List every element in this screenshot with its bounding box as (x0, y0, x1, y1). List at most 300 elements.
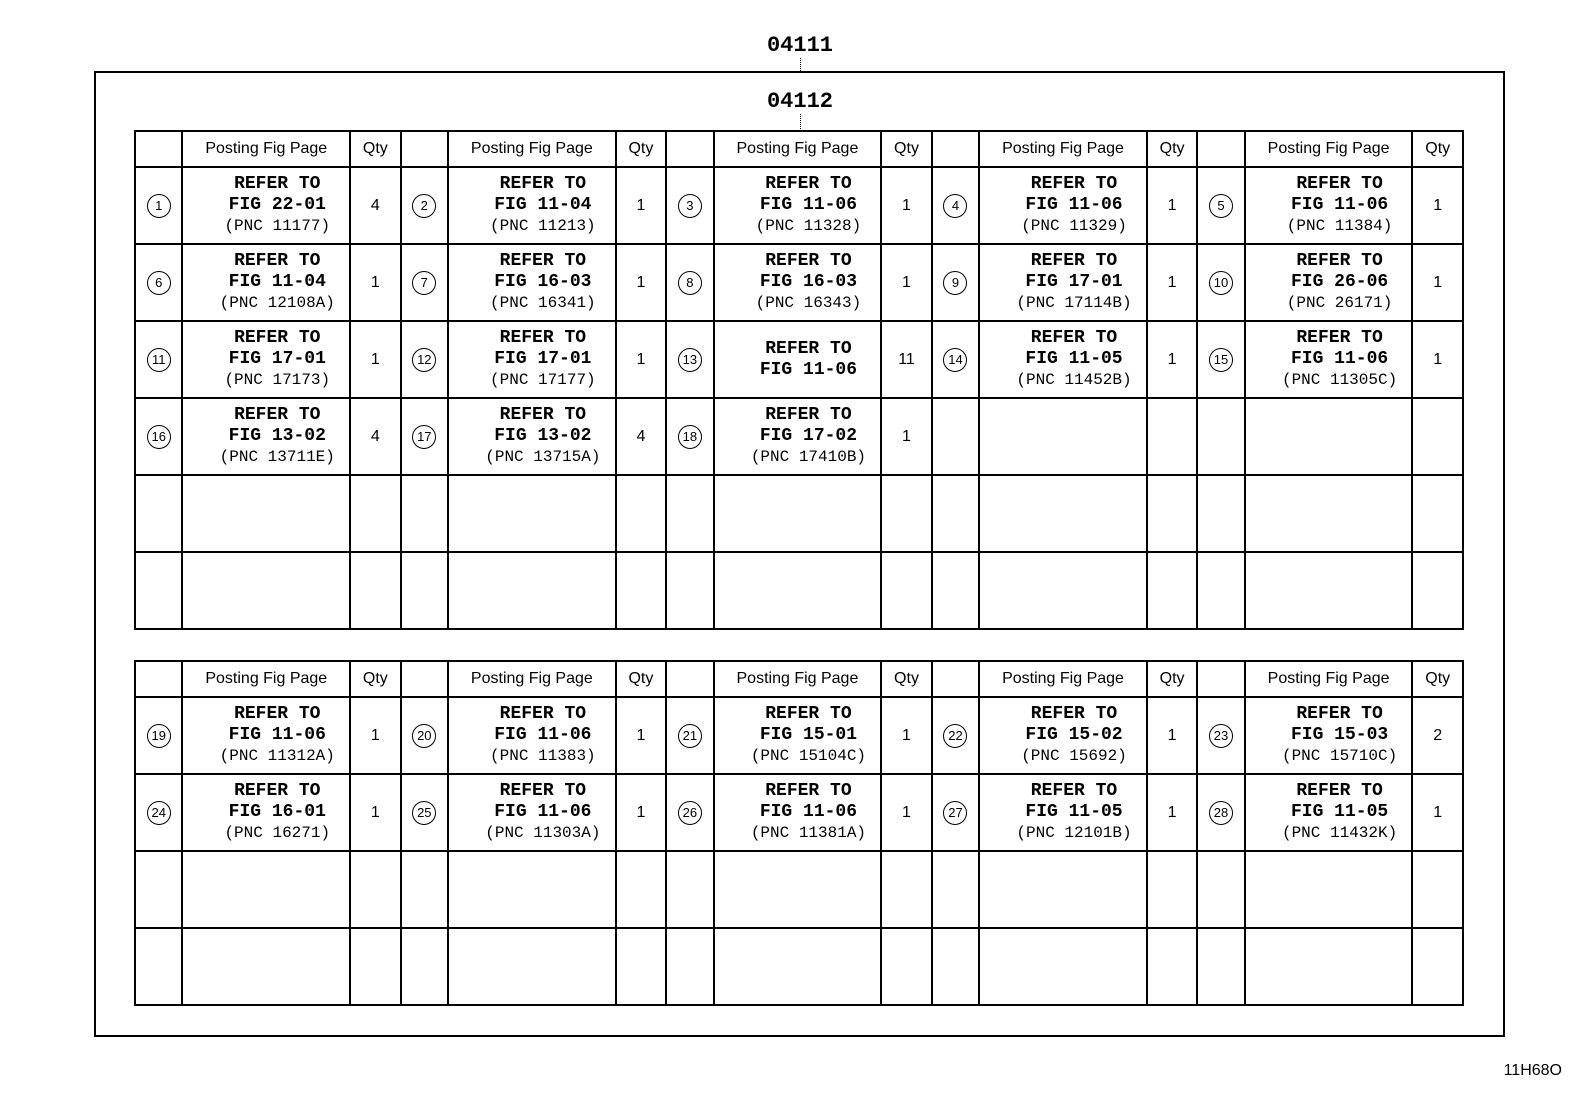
header-qty: Qty (1147, 661, 1197, 697)
fig-number: FIG 11-06 (759, 195, 858, 215)
reference-cell (1245, 928, 1413, 1005)
reference-cell (979, 244, 1147, 321)
qty-cell (881, 851, 931, 928)
qty-cell (350, 928, 400, 1005)
header-index-cell (932, 661, 979, 697)
qty-cell (616, 475, 666, 552)
qty-cell: 1 (881, 167, 931, 244)
circled-number: 9 (943, 271, 967, 295)
index-cell (401, 774, 448, 851)
header-index-cell (401, 131, 448, 167)
index-cell (1197, 398, 1244, 475)
pnc-number: (PNC 13715A) (485, 448, 601, 466)
qty-cell: 1 (616, 697, 666, 774)
qty-cell (881, 552, 931, 629)
pnc-number: (PNC 11384) (1286, 217, 1393, 235)
header-posting-fig-page: Posting Fig Page (979, 661, 1147, 697)
qty-cell: 1 (1412, 167, 1463, 244)
qty-cell (616, 851, 666, 928)
reference-cell (182, 167, 350, 244)
qty-cell: 1 (881, 244, 931, 321)
fig-number: FIG 13-02 (494, 426, 592, 446)
qty-cell: 4 (616, 398, 666, 475)
refer-to-text: REFER TO (1296, 174, 1383, 194)
reference-cell (448, 928, 616, 1005)
index-cell (401, 928, 448, 1005)
pnc-number: (PNC 15104C) (750, 747, 867, 765)
index-cell (1197, 928, 1244, 1005)
qty-cell: 1 (1412, 244, 1463, 321)
circled-number: 18 (678, 425, 702, 449)
index-cell (135, 552, 182, 629)
circled-number: 12 (412, 348, 436, 372)
fig-number: FIG 22-01 (228, 195, 326, 215)
fig-number: FIG 16-03 (759, 272, 858, 292)
table-row (135, 851, 1463, 928)
qty-cell: 1 (881, 774, 931, 851)
qty-cell (881, 475, 931, 552)
reference-cell (714, 321, 882, 398)
qty-cell (1412, 475, 1463, 552)
circled-number: 21 (678, 724, 702, 748)
index-cell (666, 851, 713, 928)
leader-line-outer (800, 58, 801, 71)
index-cell (401, 244, 448, 321)
refer-to-text: REFER TO (234, 251, 321, 271)
reference-cell (979, 774, 1147, 851)
fig-number: FIG 11-06 (1290, 349, 1389, 369)
index-cell (932, 321, 979, 398)
index-cell (135, 851, 182, 928)
header-posting-fig-page: Posting Fig Page (182, 661, 350, 697)
index-cell (932, 697, 979, 774)
circled-number: 11 (147, 348, 171, 372)
qty-cell: 1 (350, 774, 400, 851)
fig-number: FIG 15-03 (1290, 725, 1389, 745)
pnc-number: (PNC 16341) (490, 294, 596, 312)
pnc-number: (PNC 11328) (755, 217, 862, 235)
circled-number: 14 (943, 348, 967, 372)
refer-to-text: REFER TO (234, 781, 321, 801)
reference-cell (448, 552, 616, 629)
reference-cell (448, 697, 616, 774)
pnc-number: (PNC 12101B) (1016, 824, 1132, 842)
reference-cell (714, 475, 882, 552)
reference-table-upper (134, 130, 1464, 630)
qty-cell: 2 (1412, 697, 1463, 774)
refer-to-text: REFER TO (765, 174, 852, 194)
header-row (135, 661, 1463, 697)
circled-number: 5 (1209, 194, 1233, 218)
qty-cell (1412, 928, 1463, 1005)
refer-to-text: REFER TO (499, 405, 587, 425)
reference-cell (1245, 552, 1413, 629)
header-index-cell (932, 131, 979, 167)
fig-number: FIG 11-06 (494, 725, 592, 745)
index-cell (135, 321, 182, 398)
fig-number: FIG 17-02 (759, 426, 858, 446)
fig-number: FIG 11-05 (1025, 802, 1123, 822)
refer-to-text: REFER TO (765, 338, 852, 359)
index-cell (666, 244, 713, 321)
qty-cell: 1 (616, 321, 666, 398)
circled-number: 17 (412, 425, 436, 449)
qty-cell: 1 (616, 167, 666, 244)
header-qty: Qty (350, 661, 400, 697)
reference-cell (714, 928, 882, 1005)
circled-number: 8 (678, 271, 702, 295)
circled-number: 24 (147, 801, 171, 825)
reference-cell (714, 552, 882, 629)
drawing-code: 11H68O (1503, 1062, 1562, 1079)
pnc-number: (PNC 12108A) (219, 294, 335, 312)
fig-number: FIG 13-02 (228, 426, 326, 446)
header-posting-fig-page: Posting Fig Page (448, 661, 616, 697)
qty-cell: 1 (1147, 774, 1197, 851)
refer-to-text: REFER TO (499, 781, 587, 801)
header-posting-fig-page: Posting Fig Page (1245, 661, 1413, 697)
part-number-04111: 04111 (766, 33, 833, 58)
index-cell (401, 167, 448, 244)
pnc-number: (PNC 11383) (490, 747, 596, 765)
refer-to-text: REFER TO (1030, 781, 1118, 801)
fig-number: FIG 11-04 (228, 272, 326, 292)
qty-cell (881, 928, 931, 1005)
index-cell (666, 167, 713, 244)
circled-number: 1 (147, 194, 171, 218)
part-number-04112: 04112 (766, 89, 833, 114)
header-qty: Qty (1412, 131, 1463, 167)
index-cell (932, 475, 979, 552)
index-cell (932, 167, 979, 244)
index-cell (135, 244, 182, 321)
qty-cell (1412, 851, 1463, 928)
qty-cell (1147, 475, 1197, 552)
refer-to-text: REFER TO (765, 704, 852, 724)
circled-number: 6 (147, 271, 171, 295)
qty-cell (1147, 928, 1197, 1005)
refer-to-text: REFER TO (1296, 781, 1383, 801)
pnc-number: (PNC 16271) (224, 824, 331, 842)
refer-to-text: REFER TO (499, 704, 587, 724)
reference-cell (182, 774, 350, 851)
table-row (135, 244, 1463, 321)
qty-cell (1412, 552, 1463, 629)
header-qty: Qty (881, 131, 931, 167)
refer-to-text: REFER TO (1296, 328, 1383, 348)
qty-cell: 11 (881, 321, 931, 398)
circled-number: 16 (147, 425, 171, 449)
pnc-number: (PNC 11303A) (485, 824, 601, 842)
fig-number: FIG 17-01 (494, 349, 592, 369)
index-cell (932, 244, 979, 321)
table-row (135, 697, 1463, 774)
qty-cell: 1 (1147, 244, 1197, 321)
reference-cell (448, 774, 616, 851)
index-cell (135, 167, 182, 244)
refer-to-text: REFER TO (765, 251, 852, 271)
reference-cell (1245, 321, 1413, 398)
header-index-cell (401, 661, 448, 697)
refer-to-text: REFER TO (1030, 251, 1118, 271)
fig-number: FIG 15-02 (1025, 725, 1123, 745)
pnc-number: (PNC 17114B) (1016, 294, 1132, 312)
fig-number: FIG 11-06 (228, 725, 326, 745)
qty-cell: 1 (1147, 321, 1197, 398)
qty-cell (616, 928, 666, 1005)
refer-to-text: REFER TO (1030, 328, 1118, 348)
table-row (135, 321, 1463, 398)
header-qty: Qty (616, 661, 666, 697)
reference-cell (448, 851, 616, 928)
pnc-number: (PNC 16343) (755, 294, 862, 312)
reference-cell (979, 167, 1147, 244)
circled-number: 23 (1209, 724, 1233, 748)
reference-cell (448, 398, 616, 475)
circled-number: 7 (412, 271, 436, 295)
refer-to-text: REFER TO (234, 405, 321, 425)
fig-number: FIG 11-06 (759, 359, 858, 380)
header-posting-fig-page: Posting Fig Page (182, 131, 350, 167)
circled-number: 26 (678, 801, 702, 825)
reference-cell (1245, 398, 1413, 475)
fig-number: FIG 15-01 (759, 725, 858, 745)
header-posting-fig-page: Posting Fig Page (979, 131, 1147, 167)
qty-cell (1412, 398, 1463, 475)
leader-line-inner (800, 114, 801, 129)
index-cell (135, 398, 182, 475)
reference-cell (979, 552, 1147, 629)
index-cell (932, 552, 979, 629)
reference-cell (1245, 851, 1413, 928)
index-cell (401, 321, 448, 398)
qty-cell: 1 (1412, 774, 1463, 851)
header-posting-fig-page: Posting Fig Page (714, 131, 882, 167)
index-cell (932, 851, 979, 928)
fig-number: FIG 26-06 (1290, 272, 1389, 292)
reference-cell (1245, 475, 1413, 552)
reference-cell (979, 851, 1147, 928)
refer-to-text: REFER TO (499, 328, 587, 348)
table-row (135, 475, 1463, 552)
fig-number: FIG 11-04 (494, 195, 592, 215)
index-cell (666, 475, 713, 552)
fig-number: FIG 11-06 (1290, 195, 1389, 215)
pnc-number: (PNC 11432K) (1281, 824, 1398, 842)
pnc-number: (PNC 11329) (1021, 217, 1127, 235)
index-cell (1197, 321, 1244, 398)
fig-number: FIG 17-01 (228, 349, 326, 369)
refer-to-text: REFER TO (1296, 704, 1383, 724)
table-row (135, 167, 1463, 244)
pnc-number: (PNC 15692) (1021, 747, 1127, 765)
qty-cell (1147, 552, 1197, 629)
refer-to-text: REFER TO (234, 328, 321, 348)
index-cell (135, 928, 182, 1005)
fig-number: FIG 11-05 (1290, 802, 1389, 822)
index-cell (1197, 697, 1244, 774)
qty-cell: 1 (350, 321, 400, 398)
fig-number: FIG 11-06 (494, 802, 592, 822)
index-cell (666, 552, 713, 629)
reference-cell (714, 398, 882, 475)
reference-cell (182, 851, 350, 928)
index-cell (1197, 475, 1244, 552)
qty-cell: 4 (350, 167, 400, 244)
index-cell (401, 475, 448, 552)
pnc-number: (PNC 17177) (490, 371, 596, 389)
reference-cell (714, 851, 882, 928)
index-cell (666, 697, 713, 774)
reference-cell (182, 552, 350, 629)
table-row (135, 552, 1463, 629)
circled-number: 10 (1209, 271, 1233, 295)
refer-to-text: REFER TO (1030, 704, 1118, 724)
header-index-cell (1197, 661, 1244, 697)
pnc-number: (PNC 11305C) (1281, 371, 1398, 389)
header-posting-fig-page: Posting Fig Page (1245, 131, 1413, 167)
qty-cell: 1 (616, 244, 666, 321)
refer-to-text: REFER TO (1296, 251, 1383, 271)
header-index-cell (1197, 131, 1244, 167)
qty-cell (350, 475, 400, 552)
index-cell (135, 475, 182, 552)
index-cell (1197, 774, 1244, 851)
index-cell (135, 774, 182, 851)
refer-to-text: REFER TO (765, 405, 852, 425)
pnc-number: (PNC 17410B) (750, 448, 867, 466)
circled-number: 15 (1209, 348, 1233, 372)
reference-cell (1245, 244, 1413, 321)
index-cell (1197, 552, 1244, 629)
index-cell (135, 697, 182, 774)
pnc-number: (PNC 11312A) (219, 747, 335, 765)
reference-table-lower (134, 660, 1464, 1006)
circled-number: 2 (412, 194, 436, 218)
reference-cell (182, 697, 350, 774)
header-index-cell (666, 661, 713, 697)
table-row (135, 774, 1463, 851)
reference-cell (979, 928, 1147, 1005)
header-qty: Qty (616, 131, 666, 167)
qty-cell (1147, 851, 1197, 928)
pnc-number: (PNC 11213) (490, 217, 596, 235)
qty-cell (350, 851, 400, 928)
reference-cell (979, 475, 1147, 552)
circled-number: 25 (412, 801, 436, 825)
header-posting-fig-page: Posting Fig Page (714, 661, 882, 697)
circled-number: 27 (943, 801, 967, 825)
reference-cell (979, 697, 1147, 774)
refer-to-text: REFER TO (499, 174, 587, 194)
qty-cell: 1 (1412, 321, 1463, 398)
refer-to-text: REFER TO (234, 704, 321, 724)
fig-number: FIG 11-06 (1025, 195, 1123, 215)
circled-number: 20 (412, 724, 436, 748)
qty-cell: 4 (350, 398, 400, 475)
refer-to-text: REFER TO (765, 781, 852, 801)
reference-cell (182, 475, 350, 552)
header-index-cell (135, 131, 182, 167)
pnc-number: (PNC 11452B) (1016, 371, 1132, 389)
fig-number: FIG 11-06 (759, 802, 858, 822)
qty-cell (350, 552, 400, 629)
reference-cell (714, 244, 882, 321)
circled-number: 22 (943, 724, 967, 748)
pnc-number: (PNC 15710C) (1281, 747, 1398, 765)
qty-cell (616, 552, 666, 629)
header-qty: Qty (1147, 131, 1197, 167)
reference-cell (1245, 167, 1413, 244)
index-cell (1197, 851, 1244, 928)
index-cell (666, 398, 713, 475)
index-cell (401, 851, 448, 928)
header-posting-fig-page: Posting Fig Page (448, 131, 616, 167)
header-qty: Qty (350, 131, 400, 167)
header-index-cell (666, 131, 713, 167)
reference-cell (714, 167, 882, 244)
index-cell (666, 928, 713, 1005)
reference-cell (979, 321, 1147, 398)
reference-cell (714, 697, 882, 774)
reference-cell (182, 398, 350, 475)
circled-number: 4 (943, 194, 967, 218)
fig-number: FIG 16-03 (494, 272, 592, 292)
reference-cell (182, 928, 350, 1005)
reference-cell (979, 398, 1147, 475)
refer-to-text: REFER TO (499, 251, 587, 271)
pnc-number: (PNC 17173) (224, 371, 331, 389)
refer-to-text: REFER TO (1030, 174, 1118, 194)
header-qty: Qty (881, 661, 931, 697)
index-cell (932, 398, 979, 475)
index-cell (401, 697, 448, 774)
reference-cell (448, 321, 616, 398)
index-cell (666, 774, 713, 851)
qty-cell: 1 (1147, 697, 1197, 774)
reference-cell (1245, 774, 1413, 851)
fig-number: FIG 16-01 (228, 802, 326, 822)
reference-cell (182, 244, 350, 321)
refer-to-text: REFER TO (234, 174, 321, 194)
index-cell (401, 552, 448, 629)
reference-cell (448, 244, 616, 321)
reference-cell (448, 167, 616, 244)
index-cell (401, 398, 448, 475)
header-row (135, 131, 1463, 167)
reference-cell (448, 475, 616, 552)
pnc-number: (PNC 26171) (1286, 294, 1393, 312)
table-row (135, 928, 1463, 1005)
qty-cell (1147, 398, 1197, 475)
index-cell (932, 774, 979, 851)
pnc-number: (PNC 11177) (224, 217, 331, 235)
qty-cell: 1 (1147, 167, 1197, 244)
fig-number: FIG 11-05 (1025, 349, 1123, 369)
fig-number: FIG 17-01 (1025, 272, 1123, 292)
index-cell (932, 928, 979, 1005)
reference-cell (1245, 697, 1413, 774)
header-index-cell (135, 661, 182, 697)
header-qty: Qty (1412, 661, 1463, 697)
qty-cell: 1 (616, 774, 666, 851)
circled-number: 3 (678, 194, 702, 218)
table-row (135, 398, 1463, 475)
qty-cell: 1 (350, 244, 400, 321)
index-cell (1197, 244, 1244, 321)
qty-cell: 1 (881, 398, 931, 475)
reference-cell (714, 774, 882, 851)
